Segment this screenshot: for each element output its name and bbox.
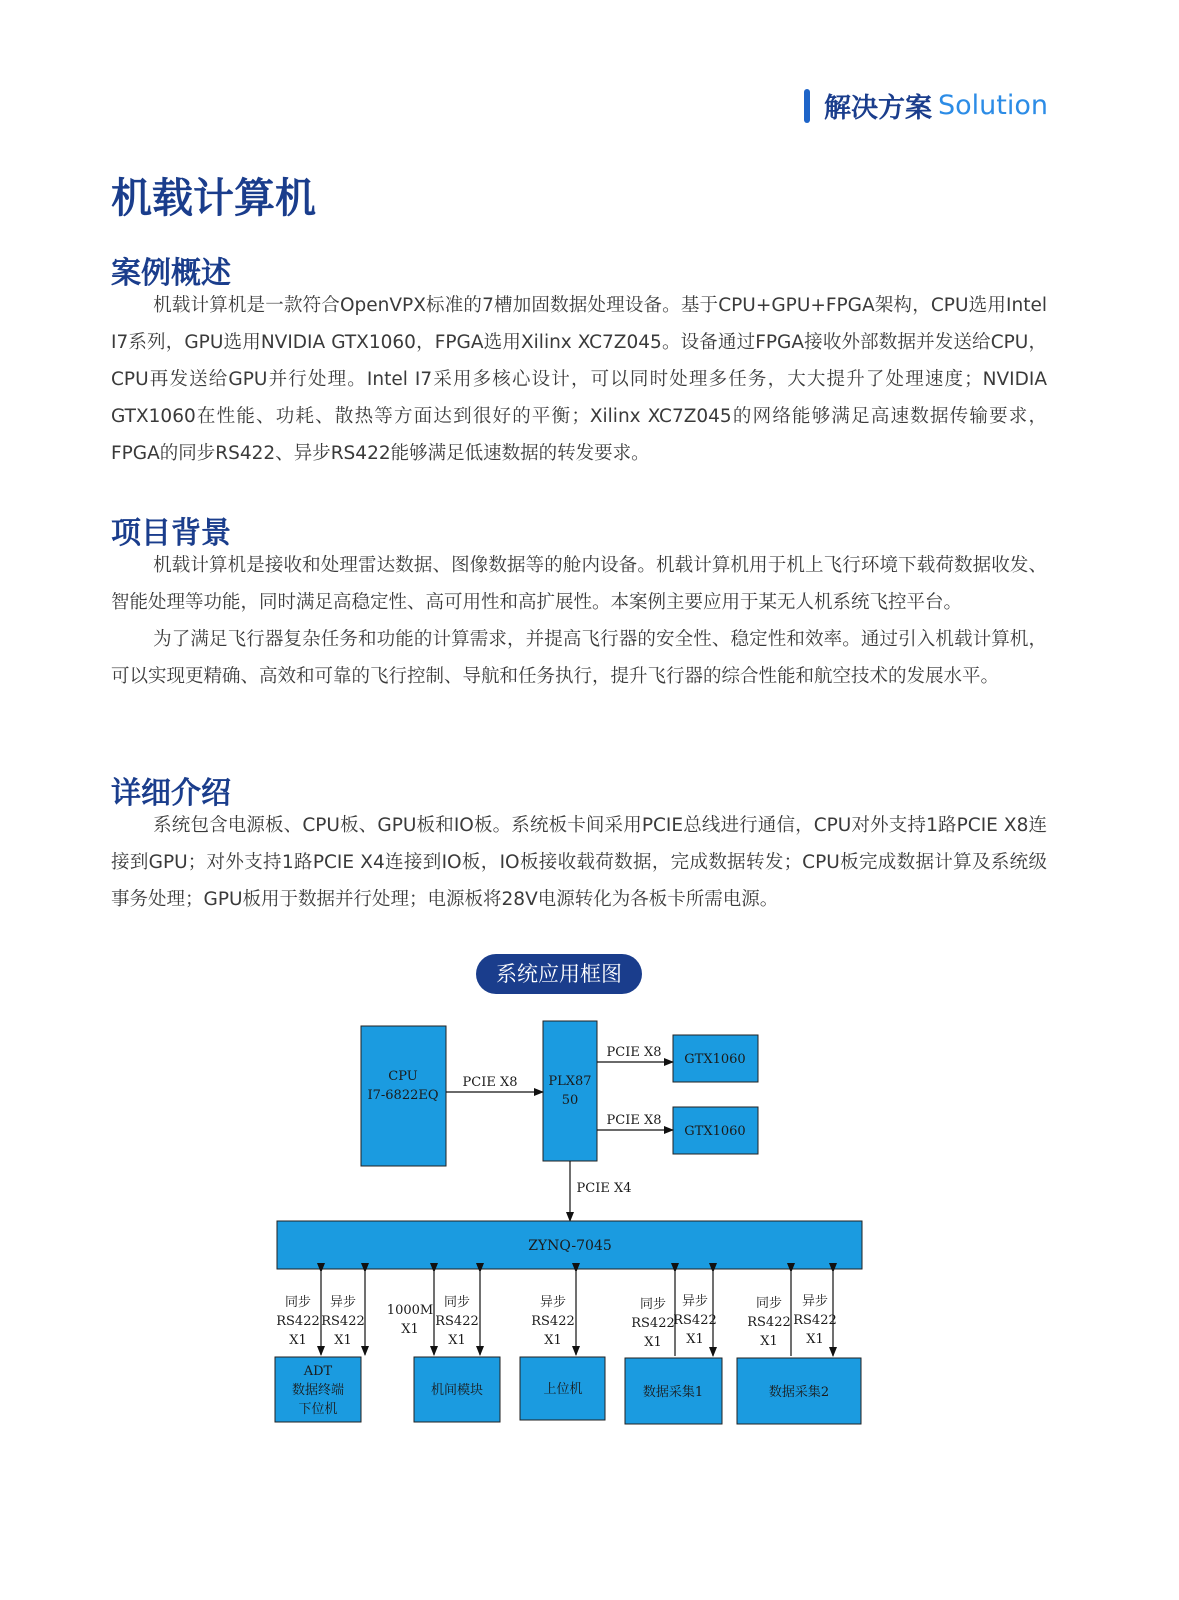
caiji1-async-label: 异步 xyxy=(681,1294,709,1309)
header-section-en: Solution xyxy=(938,90,1048,121)
caiji2-sync-x1: X1 xyxy=(760,1334,778,1349)
bottom-box-jijian xyxy=(414,1357,500,1422)
adt-sync-label: 同步 xyxy=(284,1295,312,1310)
caiji2-sync-label: 同步 xyxy=(755,1296,783,1311)
adt-sync-x1: X1 xyxy=(289,1333,307,1348)
jijian-sync-x1: X1 xyxy=(448,1333,466,1348)
caiji1-sync-label: 同步 xyxy=(639,1297,667,1312)
gpu-box-1 xyxy=(673,1035,758,1082)
jijian-sync-rs422: RS422 xyxy=(435,1314,479,1329)
plx-label-1: PLX87 xyxy=(548,1074,592,1089)
adt-sync-rs422: RS422 xyxy=(276,1314,320,1329)
caiji1-async-x1: X1 xyxy=(686,1332,704,1347)
adt-label-3: 下位机 xyxy=(298,1402,338,1417)
caiji1-async-rs422: RS422 xyxy=(673,1313,717,1328)
link-label-plx-gpu2: PCIE X8 xyxy=(606,1113,662,1128)
link-label-cpu-plx: PCIE X8 xyxy=(462,1075,518,1090)
section-title-details: 详细介绍 xyxy=(111,776,231,811)
jijian-sync-label: 同步 xyxy=(443,1295,471,1310)
gpu1-label: GTX1060 xyxy=(684,1052,746,1067)
jijian-1000m-label: 1000M xyxy=(386,1303,434,1318)
section-title-overview: 案例概述 xyxy=(111,256,231,291)
adt-async-label: 异步 xyxy=(329,1295,357,1310)
shangwei-async-rs422: RS422 xyxy=(531,1314,575,1329)
bottom-box-adt xyxy=(275,1357,361,1422)
bottom-box-caiji2 xyxy=(737,1358,861,1424)
gpu2-label: GTX1060 xyxy=(684,1124,746,1139)
plx-box xyxy=(543,1021,597,1161)
caiji2-async-label: 异步 xyxy=(801,1294,829,1309)
cpu-model-label: I7-6822EQ xyxy=(367,1088,439,1103)
caiji1-label: 数据采集1 xyxy=(642,1385,704,1400)
shangwei-async-label: 异步 xyxy=(539,1295,567,1310)
caiji2-label: 数据采集2 xyxy=(768,1385,830,1400)
shangwei-async-x1: X1 xyxy=(544,1333,562,1348)
caiji1-sync-x1: X1 xyxy=(644,1335,662,1350)
link-label-plx-gpu1: PCIE X8 xyxy=(606,1045,662,1060)
page-title: 机载计算机 xyxy=(111,174,316,222)
jijian-label: 机间模块 xyxy=(430,1383,484,1398)
header-section-cn: 解决方案 xyxy=(824,93,932,124)
plx-label-2: 50 xyxy=(561,1093,579,1108)
caiji1-sync-rs422: RS422 xyxy=(631,1316,675,1331)
adt-label-1: ADT xyxy=(303,1364,333,1379)
background-paragraph-1: 机载计算机是接收和处理雷达数据、图像数据等的舱内设备。机载计算机用于机上飞行环境下载荷数据收发、智能处理等功能，同时满足高稳定性、高可用性和高扩展性。本案例主要应用于某无人机系统飞控平台。 xyxy=(111,555,1047,613)
adt-async-rs422: RS422 xyxy=(321,1314,365,1329)
adt-async-x1: X1 xyxy=(334,1333,352,1348)
caiji2-sync-rs422: RS422 xyxy=(747,1315,791,1330)
jijian-1000m-x1: X1 xyxy=(401,1322,419,1337)
zynq-box xyxy=(277,1221,862,1269)
overview-paragraph: 机载计算机是一款符合OpenVPX标准的7槽加固数据处理设备。基于CPU+GPU+FPGA架构，CPU选用Intel I7系列，GPU选用NVIDIA GTX1060，FPGA选用Xilinx XC7Z045。设备通过FPGA接收外部数据并发送给CPU，CPU再发送给GPU并行处理。Intel I7采用多核心设计，可以同时处理多任务，大大提升了处理速度；NVIDIA GTX1060在性能、功耗、散热等方面达到很好的平衡；Xilinx XC7Z045的网络能够满足高速数据传输要求，FPGA的同步RS422、异步RS422能够满足低速数据的转发要求。 xyxy=(111,295,1047,464)
cpu-label: CPU xyxy=(388,1069,418,1084)
caiji2-async-rs422: RS422 xyxy=(793,1313,837,1328)
bottom-box-shangwei xyxy=(520,1357,605,1420)
background-paragraph-2: 为了满足飞行器复杂任务和功能的计算需求，并提高飞行器的安全性、稳定性和效率。通过引入机载计算机，可以实现更精确、高效和可靠的飞行控制、导航和任务执行，提升飞行器的综合性能和航空技术的发展水平。 xyxy=(111,629,1047,687)
shangwei-label: 上位机 xyxy=(543,1382,583,1397)
section-title-background: 项目背景 xyxy=(111,516,231,551)
diagram-title-pill: 系统应用框图 xyxy=(476,954,642,994)
cpu-box xyxy=(361,1026,446,1166)
gpu-box-2 xyxy=(673,1107,758,1154)
caiji2-async-x1: X1 xyxy=(806,1332,824,1347)
zynq-label: ZYNQ-7045 xyxy=(528,1238,612,1254)
bottom-box-caiji1 xyxy=(625,1358,722,1424)
adt-label-2: 数据终端 xyxy=(291,1383,345,1398)
details-paragraph: 系统包含电源板、CPU板、GPU板和IO板。系统板卡间采用PCIE总线进行通信，CPU对外支持1路PCIE X8连接到GPU；对外支持1路PCIE X4连接到IO板，IO板接收载荷数据，完成数据转发；CPU板完成数据计算及系统级事务处理；GPU板用于数据并行处理；电源板将28V电源转化为各板卡所需电源。 xyxy=(111,815,1047,910)
link-label-plx-zynq: PCIE X4 xyxy=(576,1181,632,1196)
